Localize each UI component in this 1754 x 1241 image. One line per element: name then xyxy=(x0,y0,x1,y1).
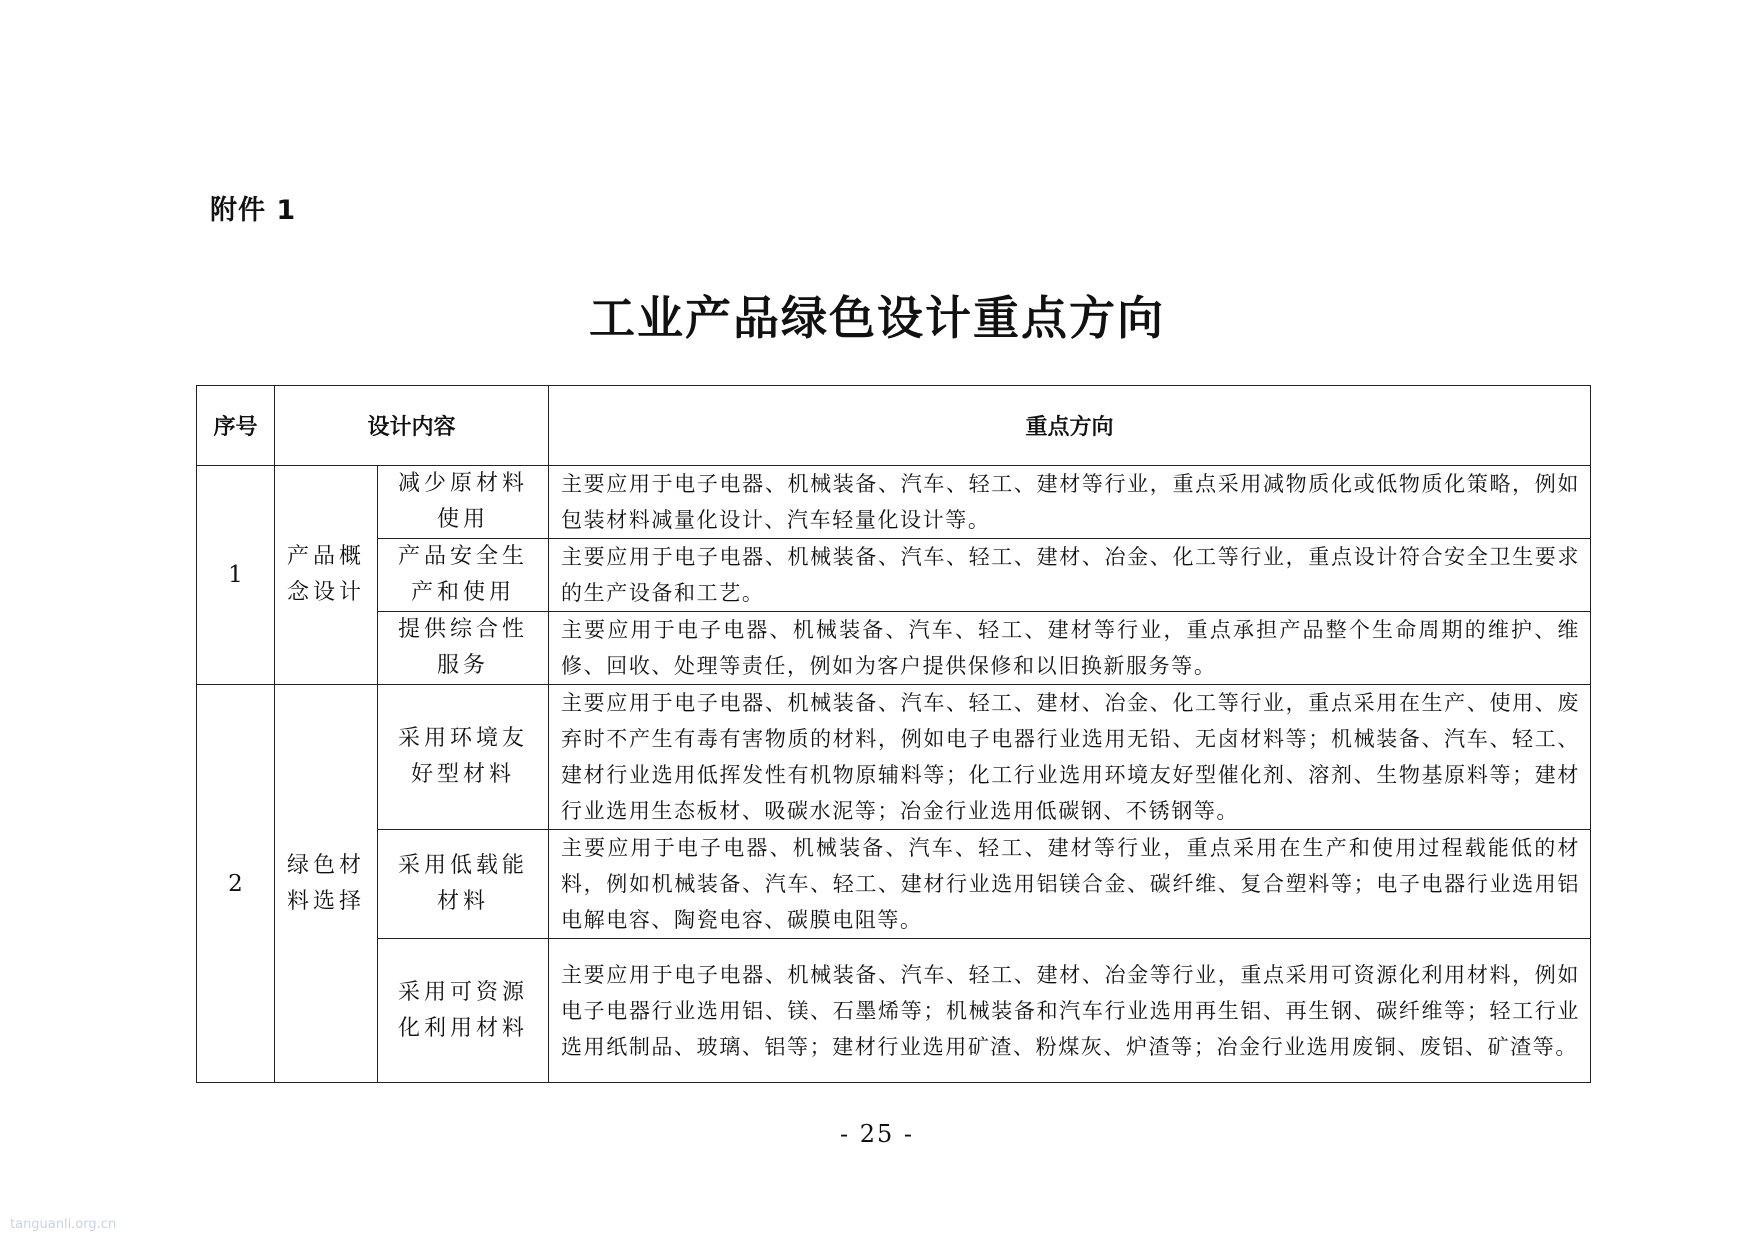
subcategory-cell xyxy=(378,939,549,1083)
subcategory-cell xyxy=(378,612,549,685)
category-cell xyxy=(275,466,378,685)
subcategory-cell xyxy=(378,830,549,939)
subcategory-cell xyxy=(378,539,549,612)
category-line: 料选择 xyxy=(286,888,365,914)
direction-text: 主要应用于电子电器、机械装备、汽车、轻工、建材、冶金等行业，重点采用可资源化利用材料，例如电子电器行业选用铝、镁、石墨烯等；机械装备和汽车行业选用再生铝、再生钢、碳纤维等；轻工行业选用纸制品、玻璃、铝等；建材行业选用矿渣、粉煤灰、炉渣等；冶金行业选用废铜、废铝、矿渣等。 xyxy=(549,939,1591,1083)
subcategory-line: 产品安全生 xyxy=(398,544,529,569)
table-row xyxy=(197,466,1591,539)
watermark: tanguanli.org.cn xyxy=(10,1217,117,1232)
subcategory-cell xyxy=(378,466,549,539)
category-cell xyxy=(275,685,378,1083)
page-number: - 25 - xyxy=(839,1120,914,1148)
row-number: 2 xyxy=(197,685,275,1083)
row-number: 1 xyxy=(197,466,275,685)
subcategory-line: 服务 xyxy=(437,653,490,678)
header-content: 设计内容 xyxy=(275,386,549,466)
table-header-row xyxy=(197,386,1591,466)
subcategory-line: 化利用材料 xyxy=(398,1015,529,1041)
table-row xyxy=(197,685,1591,830)
document-title: 工业产品绿色设计重点方向 xyxy=(589,291,1165,345)
subcategory-line: 提供综合性 xyxy=(398,617,529,642)
table-row xyxy=(197,539,1591,612)
category-line: 产品概 xyxy=(286,544,365,569)
header-direction: 重点方向 xyxy=(549,386,1591,466)
subcategory-line: 使用 xyxy=(437,507,490,532)
direction-text: 主要应用于电子电器、机械装备、汽车、轻工、建材等行业，重点承担产品整个生命周期的维护、维修、回收、处理等责任，例如为客户提供保修和以旧换新服务等。 xyxy=(549,612,1591,685)
subcategory-line: 减少原材料 xyxy=(398,471,529,496)
header-no: 序号 xyxy=(197,386,275,466)
direction-text: 主要应用于电子电器、机械装备、汽车、轻工、建材、冶金、化工等行业，重点设计符合安全卫生要求的生产设备和工艺。 xyxy=(549,539,1591,612)
direction-text: 主要应用于电子电器、机械装备、汽车、轻工、建材等行业，重点采用减物质化或低物质化策略，例如包装材料减量化设计、汽车轻量化设计等。 xyxy=(549,466,1591,539)
subcategory-line: 采用环境友 xyxy=(398,726,529,751)
table-row xyxy=(197,830,1591,939)
table-row xyxy=(197,939,1591,1083)
direction-text: 主要应用于电子电器、机械装备、汽车、轻工、建材等行业，重点采用在生产和使用过程载能低的材料，例如机械装备、汽车、轻工、建材行业选用铝镁合金、碳纤维、复合塑料等；电子电器行业选用铝电解电容、陶瓷电容、碳膜电阻等。 xyxy=(549,830,1591,939)
subcategory-line: 采用可资源 xyxy=(398,979,529,1005)
subcategory-line: 材料 xyxy=(437,889,490,914)
subcategory-cell xyxy=(378,685,549,830)
subcategory-line: 好型材料 xyxy=(411,762,516,787)
subcategory-line: 产和使用 xyxy=(411,580,516,605)
attachment-label: 附件 1 xyxy=(210,195,297,226)
design-direction-table xyxy=(196,385,1591,1083)
category-line: 念设计 xyxy=(286,580,365,605)
subcategory-line: 采用低载能 xyxy=(398,853,529,878)
table-row xyxy=(197,612,1591,685)
direction-text: 主要应用于电子电器、机械装备、汽车、轻工、建材、冶金、化工等行业，重点采用在生产、使用、废弃时不产生有毒有害物质的材料，例如电子电器行业选用无铅、无卤材料等；机械装备、汽车、轻工、建材行业选用低挥发性有机物原辅料等；化工行业选用环境友好型催化剂、溶剂、生物基原料等；建材行业选用生态板材、吸碳水泥等；冶金行业选用低碳钢、不锈钢等。 xyxy=(549,685,1591,830)
category-line: 绿色材 xyxy=(286,852,365,878)
